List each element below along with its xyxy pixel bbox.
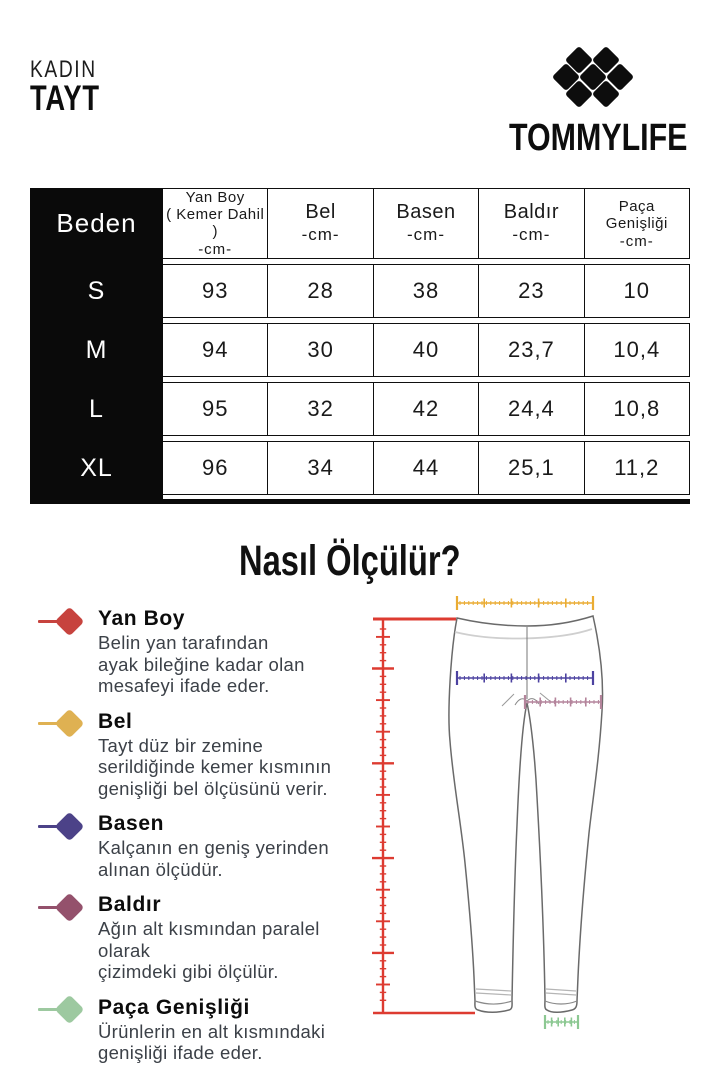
size-value: 10,4 — [585, 323, 690, 377]
category-title: KADIN — [30, 56, 97, 83]
size-value: 34 — [268, 441, 373, 495]
size-value: 25,1 — [479, 441, 584, 495]
legend-text — [98, 995, 325, 1064]
legend-item-baldir — [30, 892, 360, 983]
legend-title: Yan Boy — [98, 607, 186, 630]
legend-description-line: Tayt düz bir zemine — [98, 734, 264, 756]
legend-description-line: çizimdeki gibi ölçülür. — [98, 961, 279, 982]
legend-title: Baldır — [98, 893, 162, 916]
paca-genisligi-tape — [545, 1015, 578, 1029]
legend-description-line: Ürünlerin en alt kısmındaki — [98, 1020, 326, 1042]
column-header-line: Basen — [396, 201, 456, 223]
legend-description-line: serildiğinde kemer kısmının — [98, 756, 332, 777]
legend-description-line: ayak bileğine kadar olan — [98, 653, 305, 675]
legend-description-line: Kalçanın en geniş yerinden — [98, 837, 329, 858]
how-to-measure-title: Nasıl Ölçülür? — [239, 537, 461, 585]
legend-title: Bel — [98, 709, 133, 733]
legend-item-yan-boy — [30, 606, 360, 697]
column-header-line: ( Kemer Dahil ) — [166, 206, 265, 240]
brand-name: TOMMYLIFE — [509, 117, 688, 159]
legend-item-basen — [30, 811, 360, 880]
legend-item-paca-genisligi — [30, 995, 360, 1064]
column-header-line: -cm- — [512, 225, 551, 244]
size-label-m: M — [85, 335, 108, 364]
size-value: 40 — [374, 323, 479, 377]
size-value: 38 — [374, 264, 479, 318]
legend-text — [98, 892, 360, 983]
bel-diamond-icon — [55, 709, 85, 739]
size-value: 23,7 — [479, 323, 584, 377]
column-header-line: Bel — [305, 201, 336, 223]
paca-genisligi-marker — [30, 995, 98, 1024]
legend-item-bel — [30, 709, 360, 800]
column-header-line: -cm- — [619, 232, 654, 250]
paca-genisligi-diamond-icon — [55, 995, 85, 1025]
size-value: 28 — [268, 264, 373, 318]
legend-description-line: genişliği ifade eder. — [98, 1042, 263, 1063]
legend-description-line: genişliği bel ölçüsünü verir. — [98, 777, 328, 799]
column-header-1 — [268, 188, 373, 259]
size-value: 42 — [374, 382, 479, 436]
size-value: 10 — [585, 264, 690, 318]
size-label-l: L — [89, 394, 104, 423]
product-title: TAYT — [30, 79, 100, 118]
column-header-line: Paça — [618, 197, 655, 215]
size-value: 11,2 — [585, 441, 690, 495]
legend-description-line: Belin yan tarafından — [98, 632, 269, 653]
basen-marker — [30, 811, 98, 840]
leggings-outline — [449, 616, 603, 1012]
legend-description-line: alınan ölçüdür. — [98, 858, 223, 880]
size-value: 96 — [163, 441, 268, 495]
legend-description-line: mesafeyi ifade eder. — [98, 675, 270, 696]
basen-diamond-icon — [55, 811, 85, 841]
column-header-line: Yan Boy — [185, 189, 245, 206]
column-header-line: -cm- — [407, 225, 445, 244]
column-header-line: -cm- — [301, 225, 340, 244]
column-header-line: -cm- — [198, 241, 233, 258]
size-table-grid — [30, 188, 690, 495]
size-value: 10,8 — [585, 382, 690, 436]
yan-boy-marker — [30, 606, 98, 635]
legend-title: Basen — [98, 812, 165, 835]
legend-description-line: Ağın alt kısmından paralel olarak — [98, 918, 320, 961]
size-value: 24,4 — [479, 382, 584, 436]
legend-title: Paça Genişliği — [98, 995, 250, 1019]
size-value: 94 — [163, 323, 268, 377]
column-header-2 — [374, 188, 479, 259]
size-value: 44 — [374, 441, 479, 495]
size-value: 30 — [268, 323, 373, 377]
table-bottom-rule — [30, 499, 690, 504]
size-value: 95 — [163, 382, 268, 436]
size-value: 23 — [479, 264, 584, 318]
size-table — [30, 188, 690, 504]
baldir-diamond-icon — [55, 892, 85, 922]
column-header-0 — [163, 188, 268, 259]
legend-text — [98, 606, 305, 697]
size-value: 32 — [268, 382, 373, 436]
column-header-4 — [585, 188, 690, 259]
size-label-s: S — [87, 276, 106, 305]
brand-block — [488, 50, 698, 160]
size-table-corner-header: Beden — [56, 208, 137, 238]
column-header-line: Baldır — [503, 201, 560, 223]
measurement-legend — [30, 606, 360, 1076]
baldir-marker — [30, 892, 98, 921]
size-value: 93 — [163, 264, 268, 318]
size-label-xl: XL — [80, 453, 113, 482]
column-header-3 — [479, 188, 584, 259]
yan-boy-diamond-icon — [55, 606, 85, 636]
bel-tape — [457, 596, 593, 610]
tommylife-logo-icon — [549, 50, 637, 108]
column-header-line: Genişliği — [605, 214, 668, 232]
legend-text — [98, 811, 329, 880]
bel-marker — [30, 709, 98, 738]
leggings-measurement-diagram — [355, 585, 720, 1055]
legend-text — [98, 709, 331, 800]
